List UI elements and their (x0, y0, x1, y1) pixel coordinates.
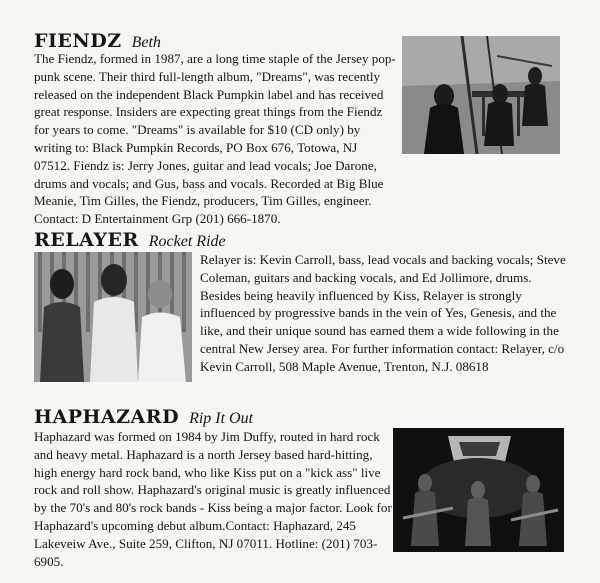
song-title: Beth (131, 34, 161, 51)
relayer-heading (34, 231, 226, 250)
song-title: Rip It Out (189, 410, 254, 427)
fiendz-band-photo (402, 36, 560, 154)
haphazard-heading (34, 408, 253, 427)
band-name: FIENDZ (34, 30, 122, 52)
fiendz-description: The Fiendz, formed in 1987, are a long time staple of the Jersey pop-punk scene. Their third full-length album, "Dreams", was recently released on the independent Black Pumpkin label and has received great response. Insiders are expecting great things from the Fiendz for years to come. "Dreams" is available for $10 (CD only) by writing to: Black Pumpkin Records, PO Box 676, Totowa, NJ 07512. Fiendz is: Jerry Jones, guitar and lead vocals; Joe Darone, drums and vocals; and Gus, bass and vocals. Recorded at Big Blue Meanie, Tim Gilles, the Fiendz, producers, Tim Gilles, engineer. Contact: D Entertainment Grp (201) 666-1870. (34, 51, 396, 227)
song-title: Rocket Ride (148, 233, 226, 250)
relayer-description: Relayer is: Kevin Carroll, bass, lead vocals and backing vocals; Steve Coleman, guitars and backing vocals, and Ed Jollimore, drums. Besides being heavily influenced by Kiss, Relayer is strongly influenced by progressive bands in the vein of Yes, Genesis, and the like, and their unique sound has earned them a wide following in the central New Jersey area. For further information contact: Relayer, c/o Kevin Carroll, 508 Maple Avenue, Trenton, N.J. 08618 (200, 252, 566, 374)
band-name: HAPHAZARD (34, 406, 180, 428)
band-name: RELAYER (34, 229, 139, 251)
fiendz-heading (34, 32, 161, 51)
relayer-band-photo (34, 252, 192, 382)
haphazard-description: Haphazard was formed on 1984 by Jim Duffy, routed in hard rock and heavy metal. Haphazard is a north Jersey based hard-hitting, high energy hard rock band, who like Kiss put on a "kick ass" live rock and roll show. Haphazard's original music is greatly influenced by the 70's and 80's rock bands - Kiss being a major factor. Look for Haphazard's upcoming debut album.Contact: Haphazard, 245 Lakeveiw Ave., Suite 259, Clifton, NJ 07011. Hotline: (201) 703-6905. (34, 429, 392, 569)
haphazard-band-photo (393, 428, 564, 552)
